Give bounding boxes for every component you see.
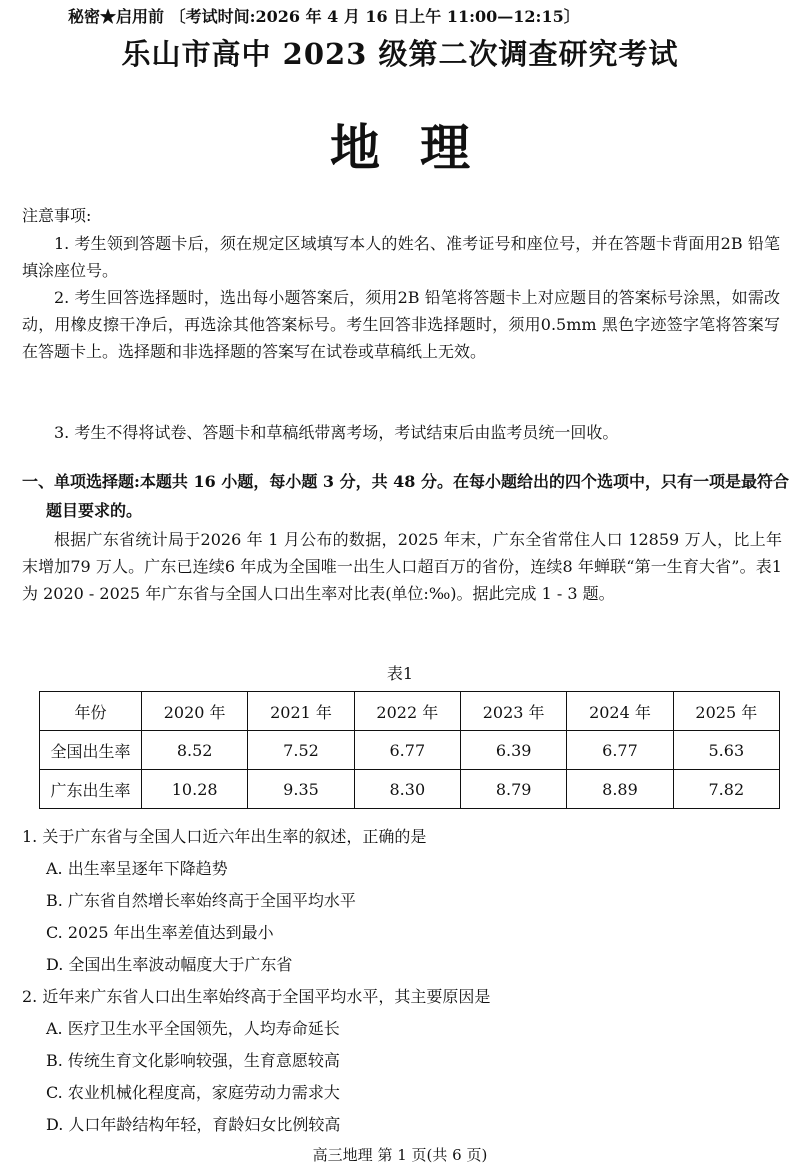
question-1-option-b: B. 广东省自然增长率始终高于全国平均水平 xyxy=(46,891,356,910)
table-cell: 8.30 xyxy=(354,770,460,809)
table-header-cell: 2022 年 xyxy=(354,692,460,731)
table-cell: 10.28 xyxy=(142,770,248,809)
section-heading: 一、单项选择题:本题共 16 小题，每小题 3 分，共 48 分。在每小题给出的四个选项中，只有一项是最符合题目要求的。 xyxy=(22,472,789,520)
table-row xyxy=(40,731,780,770)
birth-rate-table xyxy=(39,691,780,809)
table-cell: 6.77 xyxy=(567,731,673,770)
note-item-2: 2. 考生回答选择题时，选出每小题答案后，须用2B 铅笔将答题卡上对应题目的答案标号涂黑，如需改动，用橡皮擦干净后，再选涂其他答案标号。考生回答非选择题时，须用0.5mm 黑色字迹签字笔将答案写在答题卡上。选择题和非选择题的答案写在试卷或草稿纸上无效。 xyxy=(22,288,780,361)
table-cell: 全国出生率 xyxy=(40,731,142,770)
subject-title: 地理 xyxy=(330,118,510,177)
table-cell: 6.77 xyxy=(354,731,460,770)
table-header-cell: 2020 年 xyxy=(142,692,248,731)
table-cell: 5.63 xyxy=(673,731,779,770)
question-2-option-d: D. 人口年龄结构年轻，育龄妇女比例较高 xyxy=(46,1115,341,1134)
confidential-time-line: 秘密★启用前 〔考试时间:2026 年 4 月 16 日上午 11:00—12:15〕 xyxy=(68,7,580,26)
question-2-option-a: A. 医疗卫生水平全国领先，人均寿命延长 xyxy=(46,1019,340,1038)
table-cell: 6.39 xyxy=(460,731,566,770)
notes-heading: 注意事项: xyxy=(22,206,92,225)
table-header-row xyxy=(40,692,780,731)
table-header-cell: 2025 年 xyxy=(673,692,779,731)
table-caption: 表1 xyxy=(386,664,414,683)
table-header-cell: 2021 年 xyxy=(248,692,354,731)
table-cell: 8.52 xyxy=(142,731,248,770)
table-cell: 8.79 xyxy=(460,770,566,809)
exam-title: 乐山市高中 2023 级第二次调查研究考试 xyxy=(121,37,679,71)
question-2-option-b: B. 传统生育文化影响较强，生育意愿较高 xyxy=(46,1051,340,1070)
note-item-3: 3. 考生不得将试卷、答题卡和草稿纸带离考场，考试结束后由监考员统一回收。 xyxy=(54,423,619,442)
table-header-cell: 年份 xyxy=(40,692,142,731)
table-cell: 广东出生率 xyxy=(40,770,142,809)
page-footer: 高三地理 第 1 页(共 6 页) xyxy=(312,1146,488,1164)
question-1-option-d: D. 全国出生率波动幅度大于广东省 xyxy=(46,955,293,974)
note-item-1: 1. 考生领到答题卡后，须在规定区域填写本人的姓名、准考证号和座位号，并在答题卡背面用2B 铅笔填涂座位号。 xyxy=(22,234,780,280)
table-row xyxy=(40,770,780,809)
table-header-cell: 2024 年 xyxy=(567,692,673,731)
question-2-option-c: C. 农业机械化程度高，家庭劳动力需求大 xyxy=(46,1083,340,1102)
table-cell: 8.89 xyxy=(567,770,673,809)
question-1-option-a: A. 出生率呈逐年下降趋势 xyxy=(46,859,228,878)
question-2-stem: 2. 近年来广东省人口出生率始终高于全国平均水平，其主要原因是 xyxy=(22,987,491,1006)
table-cell: 9.35 xyxy=(248,770,354,809)
question-1-stem: 1. 关于广东省与全国人口近六年出生率的叙述，正确的是 xyxy=(22,827,427,846)
table-cell: 7.52 xyxy=(248,731,354,770)
question-material: 根据广东省统计局于2026 年 1 月公布的数据，2025 年末，广东全省常住人口 12859 万人，比上年末增加79 万人。广东已连续6 年成为全国唯一出生人口超百万的省份，连续8 年蝉联“第一生育大省”。表1 为 2020 - 2025 年广东省与全国人口出生率对比表(单位:‰)。据此完成 1 - 3 题。 xyxy=(22,530,782,603)
table-header-cell: 2023 年 xyxy=(460,692,566,731)
question-1-option-c: C. 2025 年出生率差值达到最小 xyxy=(46,923,274,942)
table-cell: 7.82 xyxy=(673,770,779,809)
